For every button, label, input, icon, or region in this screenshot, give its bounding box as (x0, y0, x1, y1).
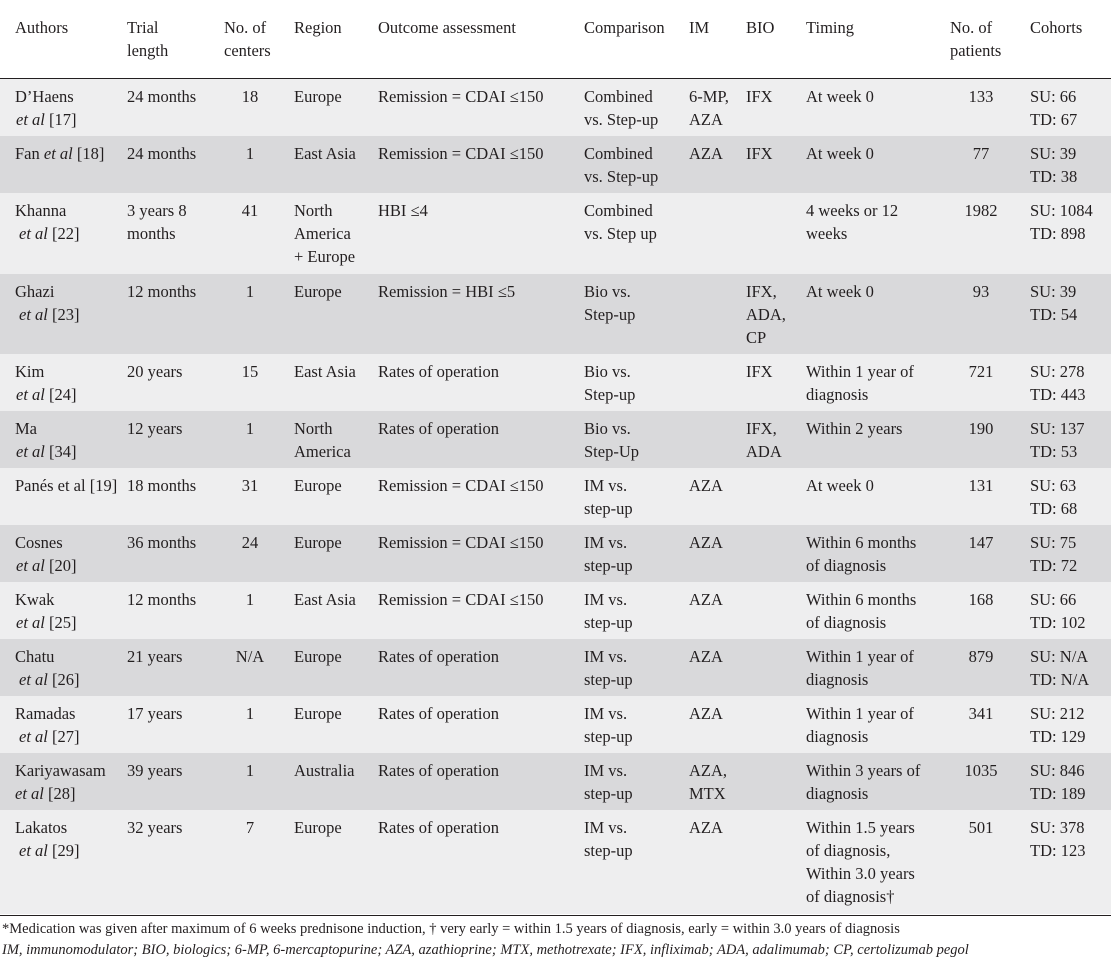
author-et-al: et al (16, 442, 45, 461)
cell-cohorts: SU: 66 TD: 67 (1030, 87, 1078, 129)
cell-centers: 1 (245, 761, 255, 780)
cell-comparison: Bio vs. Step-up (584, 282, 636, 324)
cell-patients: 721 (968, 362, 994, 381)
author-et-al: et al (19, 727, 48, 746)
author-surname: Kwak (15, 590, 55, 609)
cell-author (15, 702, 80, 748)
author-ref: [19] (85, 476, 118, 495)
cell-length: 39 years (127, 761, 183, 780)
cell-patients: 93 (972, 282, 990, 301)
cell-length: 32 years (127, 818, 183, 837)
cell-author (15, 645, 80, 691)
author-surname: D’Haens (15, 87, 74, 106)
cell-bio: IFX, ADA, CP (746, 282, 786, 347)
author-surname: Ma (15, 419, 37, 438)
author-et-al: et al (16, 613, 45, 632)
header-comparison: Comparison (584, 18, 665, 37)
cell-timing: At week 0 (806, 282, 874, 301)
cell-cohorts: SU: 39 TD: 38 (1030, 144, 1078, 186)
cell-patients: 77 (972, 144, 990, 163)
cell-cohorts: SU: 846 TD: 189 (1030, 761, 1086, 803)
author-et-al: et al (16, 110, 45, 129)
cell-cohorts: SU: 278 TD: 443 (1030, 362, 1086, 404)
header-outcome: Outcome assessment (378, 18, 516, 37)
author-surname: Khanna (15, 201, 67, 220)
author-ref: [24] (44, 385, 77, 404)
cell-centers: 18 (241, 87, 259, 106)
cell-region: East Asia (294, 590, 356, 609)
author-et-al: et al (19, 670, 48, 689)
cell-author (15, 280, 80, 326)
cell-outcome: Rates of operation (378, 419, 499, 438)
cell-cohorts: SU: 378 TD: 123 (1030, 818, 1086, 860)
cell-author (15, 588, 77, 634)
cell-author (15, 360, 77, 406)
cell-author (15, 759, 106, 805)
author-et-al: et al (19, 305, 48, 324)
cell-length: 3 years 8 months (127, 201, 187, 243)
cell-centers: N/A (235, 647, 265, 666)
cell-length: 17 years (127, 704, 183, 723)
cell-centers: 1 (245, 419, 255, 438)
cell-timing: Within 3 years of diagnosis (806, 761, 921, 803)
cell-region: Europe (294, 87, 342, 106)
cell-comparison: Bio vs. Step-Up (584, 419, 639, 461)
table-row (0, 136, 1111, 193)
cell-outcome: Rates of operation (378, 362, 499, 381)
cell-timing: Within 6 months of diagnosis (806, 533, 917, 575)
cell-region: Europe (294, 704, 342, 723)
cell-region: North America + Europe (294, 201, 356, 266)
author-ref: [20] (44, 556, 77, 575)
cell-bio: IFX, ADA (746, 419, 782, 461)
cell-timing: At week 0 (806, 144, 874, 163)
cell-patients: 341 (968, 704, 994, 723)
author-et-al: et al (19, 841, 48, 860)
cell-centers: 1 (245, 704, 255, 723)
cell-patients: 133 (968, 87, 994, 106)
cell-im: AZA (689, 144, 723, 163)
header-im: IM (689, 18, 710, 37)
cell-outcome: Remission = CDAI ≤150 (378, 144, 544, 163)
table-footnotes (0, 915, 1111, 958)
cell-im: 6-MP, AZA (689, 87, 729, 129)
cell-author (15, 85, 77, 131)
table-row (0, 193, 1111, 274)
table-row (0, 79, 1111, 136)
cell-outcome: Rates of operation (378, 647, 499, 666)
cell-length: 24 months (127, 144, 197, 163)
author-ref: [25] (44, 613, 77, 632)
author-surname: Kim (15, 362, 45, 381)
author-ref: [34] (44, 442, 77, 461)
cell-patients: 1035 (964, 761, 998, 780)
author-ref: [28] (43, 784, 76, 803)
cell-timing: Within 2 years (806, 419, 903, 438)
cell-patients: 147 (968, 533, 994, 552)
cell-comparison: IM vs. step-up (584, 476, 633, 518)
cell-timing: At week 0 (806, 476, 874, 495)
author-ref: [23] (47, 305, 80, 324)
cell-outcome: Remission = CDAI ≤150 (378, 533, 544, 552)
cell-length: 12 months (127, 282, 197, 301)
cell-bio: IFX (746, 362, 773, 381)
author-surname: Ramadas (15, 704, 76, 723)
author-et-al: et al (43, 144, 73, 163)
cell-comparison: IM vs. step-up (584, 647, 633, 689)
cell-patients: 879 (968, 647, 994, 666)
cell-im: AZA (689, 704, 723, 723)
author-ref: [27] (47, 727, 80, 746)
table-row (0, 468, 1111, 525)
cell-region: Europe (294, 282, 342, 301)
cell-outcome: Rates of operation (378, 704, 499, 723)
cell-timing: Within 1 year of diagnosis (806, 704, 914, 746)
cell-outcome: Remission = CDAI ≤150 (378, 476, 544, 495)
header-bio: BIO (746, 18, 775, 37)
table-row (0, 696, 1111, 753)
cell-patients: 190 (968, 419, 994, 438)
header-region: Region (294, 18, 342, 37)
cell-centers: 1 (245, 144, 255, 163)
cell-centers: 41 (241, 201, 259, 220)
cell-length: 21 years (127, 647, 183, 666)
table-header-row (0, 0, 1111, 79)
cell-comparison: IM vs. step-up (584, 533, 633, 575)
cell-length: 36 months (127, 533, 197, 552)
cell-cohorts: SU: 66 TD: 102 (1030, 590, 1086, 632)
header-cohorts: Cohorts (1030, 18, 1083, 37)
author-et-al: et al (15, 784, 44, 803)
cell-im: AZA (689, 590, 723, 609)
header-centers: No. of centers (224, 18, 271, 60)
cell-length: 18 months (127, 476, 197, 495)
cell-timing: Within 6 months of diagnosis (806, 590, 917, 632)
cell-comparison: IM vs. step-up (584, 761, 633, 803)
cell-comparison: Combined vs. Step-up (584, 87, 659, 129)
cell-region: Europe (294, 533, 342, 552)
cell-centers: 15 (241, 362, 259, 381)
cell-cohorts: SU: 212 TD: 129 (1030, 704, 1086, 746)
cell-im: AZA, MTX (689, 761, 728, 803)
cell-author (15, 474, 117, 497)
author-et-al: et al (57, 476, 86, 495)
cell-outcome: Remission = CDAI ≤150 (378, 87, 544, 106)
cell-cohorts: SU: 75 TD: 72 (1030, 533, 1078, 575)
footnote-abbreviations: IM, immunomodulator; BIO, biologics; 6-MP, 6-mercaptopurine; AZA, azathioprine; MTX, methotrexate; IFX, infliximab; ADA, adalimumab; CP, certolizumab pegol (2, 942, 969, 958)
table-row (0, 354, 1111, 411)
cell-im: AZA (689, 476, 723, 495)
cell-bio: IFX (746, 87, 773, 106)
cell-comparison: IM vs. step-up (584, 704, 633, 746)
cell-centers: 31 (241, 476, 259, 495)
cell-outcome: Remission = CDAI ≤150 (378, 590, 544, 609)
cell-comparison: Combined vs. Step up (584, 201, 657, 243)
cell-comparison: IM vs. step-up (584, 818, 633, 860)
header-trial-length: Trial length (127, 18, 169, 60)
cell-region: North America (294, 419, 351, 461)
cell-region: Europe (294, 647, 342, 666)
cell-author (15, 199, 80, 245)
cell-im: AZA (689, 647, 723, 666)
author-et-al: et al (16, 556, 45, 575)
cell-timing: Within 1 year of diagnosis (806, 362, 914, 404)
cell-author (15, 816, 80, 862)
author-surname: Lakatos (15, 818, 68, 837)
cell-region: Europe (294, 818, 342, 837)
cell-im: AZA (689, 533, 723, 552)
author-et-al: et al (16, 385, 45, 404)
cell-centers: 1 (245, 282, 255, 301)
table-row (0, 525, 1111, 582)
table-body (0, 79, 1111, 914)
cell-outcome: Rates of operation (378, 761, 499, 780)
table-row (0, 753, 1111, 810)
cell-patients: 168 (968, 590, 994, 609)
author-surname: Fan (15, 144, 40, 163)
cell-timing: At week 0 (806, 87, 874, 106)
cell-region: Europe (294, 476, 342, 495)
cell-author (15, 531, 77, 577)
cell-timing: Within 1.5 years of diagnosis, Within 3.0 years of diagnosis† (806, 818, 915, 906)
cell-outcome: Remission = HBI ≤5 (378, 282, 516, 301)
cell-centers: 7 (245, 818, 255, 837)
cell-region: East Asia (294, 144, 356, 163)
author-surname: Panés (15, 476, 54, 495)
author-surname: Chatu (15, 647, 55, 666)
author-ref: [17] (44, 110, 77, 129)
cell-region: East Asia (294, 362, 356, 381)
cell-length: 20 years (127, 362, 183, 381)
cell-patients: 131 (968, 476, 994, 495)
cell-outcome: HBI ≤4 (378, 201, 428, 220)
header-patients: No. of patients (950, 18, 1002, 60)
table-row (0, 411, 1111, 468)
cell-im: AZA (689, 818, 723, 837)
header-authors: Authors (15, 18, 69, 37)
cell-cohorts: SU: 39 TD: 54 (1030, 282, 1078, 324)
cell-cohorts: SU: N/A TD: N/A (1030, 647, 1090, 689)
table-row (0, 810, 1111, 914)
cell-patients: 501 (968, 818, 994, 837)
header-timing: Timing (806, 18, 855, 37)
cell-bio: IFX (746, 144, 773, 163)
cell-length: 12 years (127, 419, 183, 438)
cell-outcome: Rates of operation (378, 818, 499, 837)
cell-comparison: IM vs. step-up (584, 590, 633, 632)
cell-comparison: Bio vs. Step-up (584, 362, 636, 404)
table-row (0, 274, 1111, 354)
author-ref: [22] (47, 224, 80, 243)
author-surname: Kariyawasam (15, 761, 106, 780)
cell-centers: 24 (241, 533, 259, 552)
cell-cohorts: SU: 63 TD: 68 (1030, 476, 1078, 518)
cell-author (15, 417, 77, 463)
table-row (0, 639, 1111, 696)
cell-timing: Within 1 year of diagnosis (806, 647, 914, 689)
author-ref: [29] (47, 841, 80, 860)
table-row (0, 582, 1111, 639)
cell-centers: 1 (245, 590, 255, 609)
cell-length: 12 months (127, 590, 197, 609)
author-ref: [26] (47, 670, 80, 689)
cell-timing: 4 weeks or 12 weeks (806, 201, 899, 243)
author-et-al: et al (19, 224, 48, 243)
cell-cohorts: SU: 1084 TD: 898 (1030, 201, 1093, 243)
cell-cohorts: SU: 137 TD: 53 (1030, 419, 1085, 461)
footnote-medication: *Medication was given after maximum of 6 weeks prednisone induction, † very early = within 1.5 years of diagnosis, early = within 3.0 years of diagnosis (2, 921, 900, 937)
author-surname: Ghazi (15, 282, 55, 301)
cell-author (15, 142, 104, 165)
cell-comparison: Combined vs. Step-up (584, 144, 659, 186)
cell-length: 24 months (127, 87, 197, 106)
author-surname: Cosnes (15, 533, 63, 552)
author-ref: [18] (72, 144, 105, 163)
cell-patients: 1982 (964, 201, 998, 220)
cell-region: Australia (294, 761, 355, 780)
